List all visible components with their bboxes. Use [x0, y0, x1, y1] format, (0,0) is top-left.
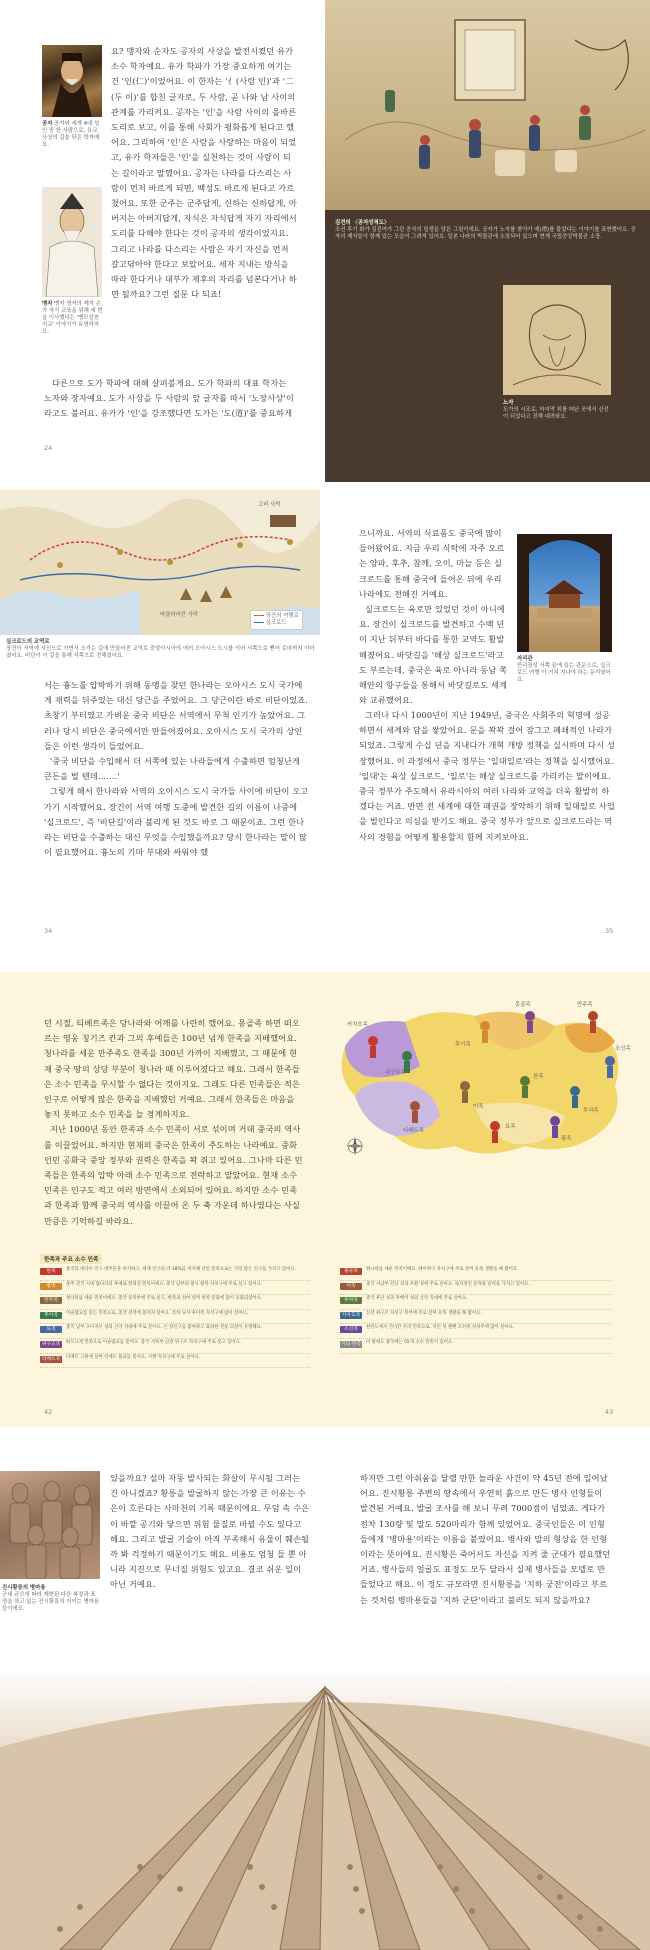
- ethnic-tag: 기타 민족: [340, 1341, 362, 1347]
- map-label-korean: 조선족: [615, 1046, 631, 1052]
- ethnic-table-row: [40, 1266, 310, 1281]
- page-24-body: 요? 맹자와 순자도 공자의 사상을 발전시켰던 유가 소수 학자예요. 유가 학파가 가장 중요하게 여기는 건 '인(仁)'이었어요. 이 한자는 '亻(사람 인)'과 '二(두 이)'를 합친 글자로, 두 사람, 곧 나와 남 사이의 관계를 가리켜요. 공자는 '인'을 사람 사이의 올바른 도리로 보고, 이를 통해 사회가 평화롭게 된다고 했어요. 그리하여 '인'은 사람을 사랑하는 마음이 되었고, 유가 학자들은 '인'을 실천하는 것이 사람이 되는 길이라고 말했어요. 공자는 나라를 다스리는 사람이 먼저 바르게 되면, 백성도 바르게 된다고 가르쳤어요. 또한 군주는 군주답게, 신하는 신하답게, 아버지는 아버지답게, 자식은 자식답게 자기 자리에서 도리를 다해야 한다는 것이 공자의 생각이었지요. 그리고 나라를 다스리는 사람은 자기 자신을 먼저 갈고닦아야 한다고 보았어요. 세자 지내는 방식을 따라 한다거나 대부가 제후의 자리를 넘본다거나 하면 될까요? 그런 질문 다 되죠!: [111, 46, 297, 300]
- confucius-painting: [325, 0, 650, 210]
- ethnic-table-row: [40, 1295, 310, 1310]
- terracotta-caption: 진시황릉의 병마용 군대 규모에 따라 재현된 다른 복장과 표정을 하고 있는 진시황릉의 지키는 병마용들이에요.: [2, 1585, 100, 1612]
- laozi-sketch: [503, 285, 611, 395]
- page-24-body-full: 다른으로 도가 학파에 대해 살펴볼게요. 도가 학파의 대표 학자는 노자와 장자예요. 도가 사상을 두 사람의 앞 글자를 따서 '노장사상'이라고도 불러요. 유가가 '인'을 강조했다면 도가는 '도(道)'를 중요하게: [44, 378, 294, 419]
- map-label-miao: 묘족: [505, 1124, 516, 1130]
- map-label-gobi: 고비 사막: [258, 502, 281, 508]
- ethnic-description: 티베트 고원에 살며 티베트 불교를 믿어요. 시짱 자치구에 주로 살아요.: [66, 1354, 201, 1360]
- mencius-portrait: [42, 187, 102, 297]
- jiayuguan-caption: 자리관 만리장성 서쪽 끝에 있는 관문으로, 실크로드 여행 이 거쳐 지나야 하는 둔지였어요.: [517, 656, 611, 683]
- page-number-35: 35: [605, 927, 614, 935]
- page-number-34: 34: [44, 927, 53, 935]
- map-label-uyghur: 위구르족: [385, 1070, 406, 1076]
- ethnic-table-row: [40, 1324, 310, 1339]
- ethnic-tag: 한족: [40, 1268, 62, 1275]
- ethnic-description: 한반도에서 건너간 우리 민족으로, 지린 성 옌볜 조선족 자치주에 많이 살아요.: [366, 1325, 515, 1331]
- ethnic-tag: 만주족: [40, 1297, 62, 1304]
- ethnic-table-row: [40, 1310, 310, 1325]
- legend-route-zhang: 장건의 여행로: [265, 613, 299, 619]
- ethnic-table-row: [340, 1339, 612, 1354]
- ethnic-description: 춘추 전국 시대 월나라의 후예로 알려진 민족이에요. 중국 남부의 광시 좡족 자치구에 주로 살고 있어요.: [66, 1281, 263, 1287]
- silkroad-map: [0, 490, 320, 635]
- ethnic-description: 이 밖에도 중국에는 55개 소수 민족이 있어요.: [366, 1339, 454, 1345]
- mencius-caption: 맹자 맹자 영자의 제자 손가 자식 교육을 위해 세 번을 이사했다는 '맹모삼천지교' 이야기가 유명하지요.: [42, 301, 103, 335]
- ethnic-tag: 이족: [340, 1283, 362, 1290]
- page-35-body-top: 으니까요. 서역의 식료품도 중국에 많이 들어왔어요. 지금 우리 식탁에 자주 오르는 양파, 후추, 참깨, 오이, 마늘 등은 실크로드를 통해 중국에 들어온 뒤에 우리나라에도 전해진 거예요. 실크로드는 육로만 있었던 것이 아니에요. 장건이 실크로드를 발견하고 수백 년이 지난 뒤부터 바다를 통한 교역도 활발해졌어요. 바닷길을 '해상 실크로드'라고도 부르는데, 중국은 육로 아니라 동남 쪽 해안의 항구들을 통해서 바닷길로도 세계와 교류했어요.: [359, 528, 508, 706]
- ethnic-table: [40, 1254, 612, 1394]
- jiayuguan-photo: [517, 534, 612, 652]
- map-label-tujia: 투자족: [583, 1108, 599, 1114]
- terracotta-photo: [0, 1471, 100, 1579]
- ethnic-description: 중국 후난 성과 후베이 성의 산악 지대에 주로 살아요.: [366, 1296, 468, 1302]
- page-number-43: 43: [605, 1408, 614, 1416]
- map-label-mongol: 몽골족: [515, 1002, 531, 1008]
- page-24: [0, 0, 325, 482]
- ethnic-table-row: [340, 1281, 612, 1296]
- ethnic-description: 중국의 대다수 인구 대부분을 차지하고, 세계 인구의 약 18%를 차지해 단일 민족으로는 가장 많은 인구를 가지고 있어요.: [66, 1267, 296, 1272]
- ethnic-table-row: [340, 1310, 612, 1325]
- ethnic-table-row: [340, 1266, 612, 1281]
- ethnic-tag: 묘족: [40, 1326, 62, 1333]
- ethnic-description: 중국 서남부 윈난 성과 쓰촨 성에 주로 살아요. 독자적인 문자와 달력을 가지고 있어요.: [366, 1281, 530, 1287]
- map-label-han: 한족: [533, 1074, 544, 1080]
- ethnic-description: 청나라를 세운 민족이에요. 중국 동북부에 주로 살고, 한족과 섞여 살며 한족 문화에 많이 동화되었어요.: [66, 1296, 263, 1302]
- ethnic-table-row: [40, 1339, 310, 1354]
- ethnic-table-title: 한족과 주요 소수 민족: [40, 1254, 102, 1264]
- ethnic-description: 중국 남부 구이저우 성의 산악 지대에 주로 살아요. 은 장신구를 좋아하고 화려한 전통 의상이 유명해요.: [66, 1325, 263, 1331]
- map-label-tibetan: 티베트족: [403, 1128, 424, 1134]
- ethnic-tag: 좡족: [40, 1283, 62, 1290]
- page-42-body: 던 시절, 티베트족은 당나라와 어깨를 나란히 했어요. 몽골족 하면 떠오르는 영웅 칭기즈 칸과 그의 후예들은 100년 넘게 한족을 지배했어요. 청나라를 세운 만주족도 한족을 300년 가까이 지배했고, 그 때문에 현재 중국 땅의 상당 부분이 청나라 때 이루어졌다고 해요. 그래서 한족들은 소수 민족을 무시할 수 없다는 것이지요. 그래도 다른 민족들은 적은 인구로 어떻게 많은 한족을 지배했던 거예요. 그래서 한족들은 마음을 놓지 못하고 소수 민족을 늘 경계하지요. 지난 1000년 동안 한족과 소수 민족이 서로 섞이며 거대 중국의 역사를 이끌었어요. 하지만 현재의 중국은 한족이 주도하는 나라예요. 중화인민 공화국 중앙 정부와 권력은 한족을 꽉 쥐고 있어요. 그나마 다른 민족들은 한족의 압박 아래 소수 민족으로 전락하고 말았어요. 현재 소수 민족은 인구도 적고 여러 방면에서 소외되어 있어요. 하지만 소수 민족과 한족과 함께 중국의 역사를 이끌어 온 두 축 가운데 하나였다는 사실만큼은 기억하길 바라요.: [44, 1018, 303, 1226]
- ethnic-table-right: [340, 1266, 612, 1354]
- map-caption: 실크로드의 교역로 장건이 서역에 사신으로 가면서 오가는 길에 만들어진 교역로 중앙아시아의 여러 오아시스 도시를 이어 서쪽으로 뻗어 로마까지 이어졌어요. 비단이 이 길을 통해 서쪽으로 전해졌어요.: [6, 639, 315, 659]
- page-34-body: 서는 흉노를 압박하기 위해 동맹을 찾던 한나라는 오아시스 도시 국가에게 재력을 뒤주었는 대신 당근을 주었어요. 그 당근이란 바로 비단이었죠. 초창기 부터였고 가벼운 중국 비단은 서역에서 무척 인기가 높았어요. 그러나 당시 비단은 중국에서만 만들어졌어요. 오아시스 도시 국가의 상인들은 이런 생각이 들었어요. '중국 비단을 수입해서 더 서쪽에 있는 나라들에게 수출하면 엄청난게 큰돈을 벌 텐데…….' 그렇게 해서 한나라와 서역의 오아시스 도시 국가들 사이에 비단이 오고가기 시작했어요. 장건이 서역 여행 도중에 발견한 길의 이름이 나중에 '실크로드', 즉 '비단길'이라 불리게 된 것도 바로 그 때문이죠. 그런 한나라는 비단을 수출하는 대신 무엇을 수입했을까요? 당시 한나라는 말이 많이 필요했어요. 흉노의 기마 부대와 싸워야 했: [44, 680, 309, 858]
- ethnic-tag: 조선족: [340, 1326, 362, 1333]
- spread-silkroad: [0, 482, 650, 972]
- legend-silkroad: 실크로드: [265, 620, 287, 626]
- ethnic-table-row: [340, 1295, 612, 1310]
- ethnic-tag: 위구르족: [41, 1341, 61, 1347]
- ethnic-table-left: [40, 1266, 310, 1368]
- spread-ethnic-groups: [0, 972, 650, 1427]
- ethnic-table-row: [40, 1354, 310, 1369]
- ethnic-description: 신장 위구르 자치구 북부에 주로 살며 유목 생활을 해 왔어요.: [366, 1310, 482, 1316]
- spread-terracotta: [0, 1427, 650, 1950]
- ethnic-map: [325, 986, 645, 1166]
- map-label-manchu: 만주족: [577, 1002, 593, 1008]
- ethnic-description: 튀르크계 민족으로 이슬람교를 믿어요. 중국 서북부 신장 위구르 자치구에 주로 살고 있어요.: [66, 1339, 242, 1345]
- confucius-caption: 공자 공자와 세계 4대 성인 중 한 사람으로, 유교 사상의 길을 닦은 학자예요.: [42, 121, 100, 148]
- ethnic-description: 이슬람교를 믿는 민족으로, 중국 전역에 흩어져 살아요. 특히 닝샤 후이족 자치구에 많이 살아요.: [66, 1310, 249, 1316]
- map-legend: [250, 610, 303, 630]
- page-number-24: 24: [44, 444, 53, 452]
- page-35: [325, 482, 650, 972]
- ethnic-table-row: [40, 1281, 310, 1296]
- ethnic-tag: 티베트족: [41, 1356, 61, 1362]
- page-body-left: 있을까요? 설마 자동 발사되는 화살이 무시될 그러는 건 아니겠죠? 황릉을 발굴하지 않는 가장 큰 이유는 수은이 흐른다는 사마천의 기록 때문이에요. 무덤 속 수은이 바깥 공기와 닿으면 위험 물질로 바뀔 수도 있다고 해요. 그리고 발굴 기술이 아직 부족해서 유물이 훼손될까 봐 걱정하기 때문이기도 해요. 비용도 엄청 들 뿐 아니라 지진으로 무너질 위험도 있고요. 결코 쉬운 일이 아닌 거예요.: [110, 1473, 310, 1590]
- page-35-body-bottom: 그러나 다시 1000년이 지난 1949년, 중국은 사회주의 혁명에 성공하면서 세계와 담을 쌓았어요. 문을 꽉꽉 걸어 잠그고 폐쇄적인 나라가 되었죠. 그렇게 수십 년을 지내다가 개혁 개방 정책을 실시하며 다시 성장했어요. 이 과정에서 중국 정부는 '일대일로'라는 정책을 실시했어요. '일대'는 육상 실크로드, '일로'는 해상 실크로드를 가리키는 말이에요. 중국 정부가 주도해서 유라시아의 여러 나라와 교역을 더욱 활발히 하겠다는 거죠. 반면 전 세계에 대한 패권을 장악하기 위해 일대일로 사업을 벌인다고 의심을 받기도 해요. 중국 정부가 앞으로 실크로드라는 역사의 경험을 어떻게 활용할지 함께 지켜보아요.: [359, 710, 615, 842]
- ethnic-tag: 투자족: [340, 1297, 362, 1304]
- ethnic-tag: 몽골족: [340, 1268, 362, 1275]
- confucius-portrait: [42, 45, 102, 117]
- ethnic-description: 원나라를 세운 민족이에요. 네이멍구 자치구에 주로 살며 유목 생활을 해 왔어요.: [366, 1267, 519, 1272]
- map-label-taklamakan: 타클라마칸 사막: [160, 612, 199, 618]
- page-25: [325, 0, 650, 482]
- map-label-zhuang: 좡족: [561, 1136, 572, 1142]
- spread-confucius: [0, 0, 650, 482]
- painting-caption: 김견의 〈공자성적도〉 조선 후기 화가 김진여가 그린 공자의 일생을 담은 그림이에요. 공자가 노자를 찾아가 예(禮)를 물었다는 이야기를 표현했어요. 공자의 제자들이 함께 있는 모습이 그려져 있어요. 일본 나라의 박물관에 소장되어 있으며 현재 국립중앙박물관 소장.: [335, 220, 636, 240]
- laozi-caption: 노자 도가의 시조로, 마지막 위를 떠난 곳에서 신선이 되었다고 전해 내려와요.: [503, 400, 609, 420]
- ethnic-tag: 후이족: [40, 1312, 62, 1319]
- ethnic-table-row: [340, 1324, 612, 1339]
- map-label-yi: 이족: [473, 1104, 484, 1110]
- page-34: [0, 482, 325, 972]
- ethnic-tag: 카자흐족: [341, 1312, 361, 1318]
- page-number-42: 42: [44, 1408, 53, 1416]
- terracotta-pit-illustration: [0, 1667, 650, 1950]
- map-label-hui: 후이족: [455, 1042, 471, 1048]
- page-body-right: 하지만 그런 아쉬움을 달랠 만한 놀라운 사건이 약 45년 전에 일어났어요. 진시황릉 주변의 땅속에서 우연히 흙으로 만든 병사 인형들이 발견된 거예요. 발굴 조사를 해 보니 무려 7000점이 넘었죠. 게다가 전차 130량 및 말도 520마리가 함께 있었어요. 중국인들은 이 인형들에게 '병마용'이라는 이름을 붙였어요. 병사와 말의 형상을 한 인형이라는 뜻이에요. 진시황은 죽어서도 자신을 지켜 줄 군대가 필요했던 거죠. 병사들의 얼굴도 표정도 모두 달라서 실제 병사들을 모델로 만들었다고 해요. 이 정도 규모라면 진시황릉을 '지하 궁전'이라고 부르는 것처럼 병마용들을 '지하 군단'이라고 불러도 되지 않을까요?: [360, 1473, 611, 1605]
- map-label-kazakh: 카자흐족: [347, 1022, 368, 1028]
